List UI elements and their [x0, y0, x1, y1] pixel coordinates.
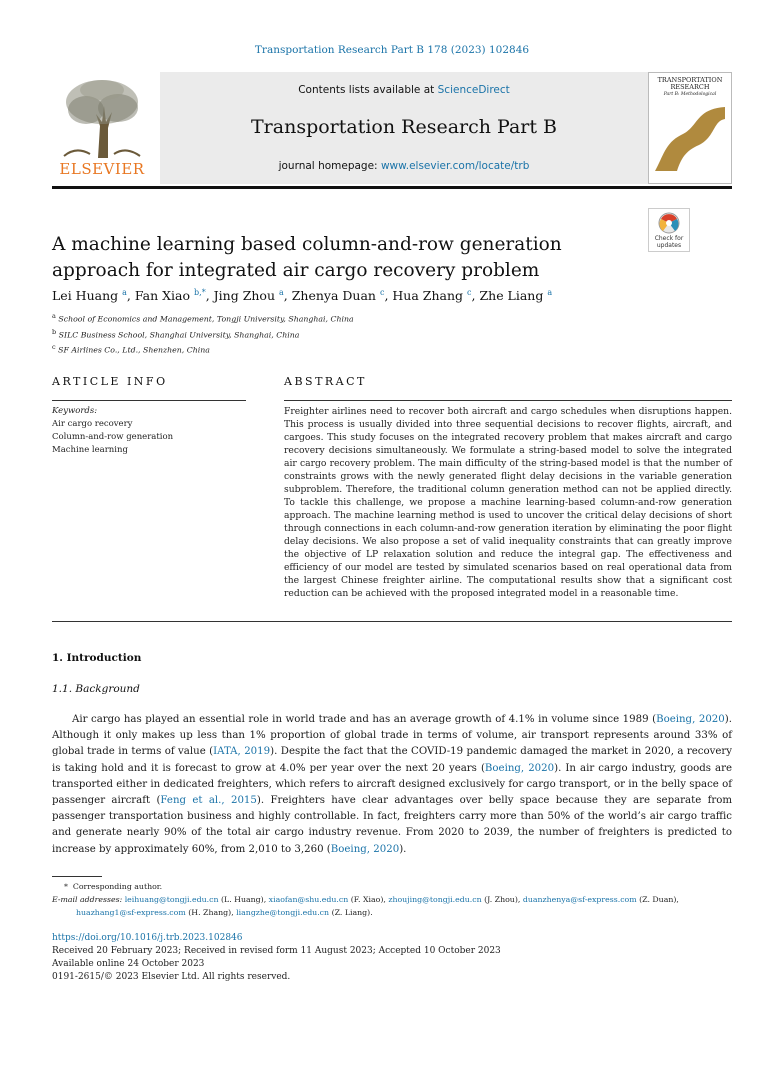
elsevier-wordmark: ELSEVIER	[59, 160, 145, 178]
paragraph-text: ). Although it only makes up less than 1% proportion of global trade in terms of volume, air transport represents around 33% of global trade in terms of value (	[52, 714, 732, 758]
sciencedirect-link[interactable]: ScienceDirect	[437, 84, 510, 96]
homepage-line	[160, 160, 648, 172]
article-info-rule	[52, 400, 246, 401]
email-link[interactable]: duanzhenya@sf-express.com	[522, 895, 637, 904]
received-dates: Received 20 February 2023; Received in revised form 11 August 2023; Accepted 10 October 2023	[52, 946, 501, 956]
affiliation-key: a	[52, 312, 56, 320]
author-affiliation-marker[interactable]: b,*	[194, 288, 206, 297]
citation-link[interactable]: Boeing, 2020	[330, 843, 400, 855]
doi-link[interactable]: https://doi.org/10.1016/j.trb.2023.102846	[52, 933, 243, 943]
journal-cover-thumbnail[interactable]	[648, 72, 732, 184]
abstract-bottom-rule	[52, 621, 732, 622]
author-affiliation-marker[interactable]: c	[467, 288, 472, 297]
author-name[interactable]: Zhe Liang	[479, 288, 544, 304]
email-link[interactable]: leihuang@tongji.edu.cn	[124, 895, 219, 904]
affiliation-item	[52, 310, 652, 326]
email-owner: (Z. Duan),	[639, 895, 679, 904]
crossmark-line1: Check for	[654, 235, 684, 242]
email-owner: (F. Xiao),	[350, 895, 386, 904]
abstract-heading: ABSTRACT	[284, 375, 367, 388]
author-name[interactable]: Jing Zhou	[213, 288, 276, 304]
corresponding-text: Corresponding author.	[72, 882, 163, 891]
paragraph-text: Air cargo has played an essential role in world trade and has an average growth of 4.1% in volume since 1989 (	[72, 714, 657, 725]
cover-road-icon	[655, 99, 725, 171]
affiliation-key: b	[52, 327, 57, 336]
author-affiliation-marker[interactable]: c	[379, 288, 385, 297]
author-name[interactable]: Fan Xiao	[134, 288, 191, 304]
header-rule	[52, 186, 732, 189]
email-owner: (L. Huang),	[221, 895, 267, 904]
author-name[interactable]: Zhenya Duan	[291, 288, 376, 304]
contents-prefix: Contents lists available at	[298, 84, 438, 96]
author-list: Lei Huang $^a$, Fan Xiao $^{b,*}$, Jing Zhou $^a$, Zhenya Duan $^c$, Hua Zhang $^c$, Zhe Liang $^a$	[52, 288, 553, 304]
abstract-text: Freighter airlines need to recover both aircraft and cargo schedules when disruptions happen. This process is usually divided into three sequential decisions to recover flights, aircraft, and cargoes. This study focuses on the integrated recovery problem that makes aircraft and cargo recovery decisions simultaneously. We formulate a string-based model to solve the integrated air cargo recovery problem. The main difficulty of the string-based model is that the number of constraints grows with the newly generated flight delay decisions in the variable generation subproblem. Therefore, the traditional column generation method can not be applied directly. To tackle this challenge, we propose a machine learning-based column-and-row generation approach. The machine learning method is used to uncover the critical delay decisions of short through connections in each column-and-row generation iteration by eliminating the poor flight delay decisions. We also propose a set of valid inequality constraints that can greatly improve the objective of LP relaxation solution and reduce the integral gap. The effectiveness and efficiency of our model are tested by simulated scenarios based on real operational data from the largest Chinese freighter airline. The computational results show that a significant cost reduction can be achieved with the proposed integrated model in a reasonable time.	[284, 406, 732, 599]
paragraph-text: ). Freighters have clear advantages over belly space because they are separate from passenger transportation business and highly controllable. In fact, freighters carry more than 50% of the world’s air cargo traffic and generate nearly 90% of the total air cargo industry revenue. From 2020 to 2039, the number of freighters is predicted to increase by approximately 60%, from 2,010 to 3,260 (	[52, 795, 732, 855]
author-name[interactable]: Lei Huang	[52, 288, 119, 304]
affiliation-key: c	[52, 343, 56, 352]
citation-link[interactable]: Boeing, 2020	[484, 762, 555, 774]
footnotes	[52, 880, 732, 919]
paragraph-text: ). In air cargo industry, goods are transported either in dedicated freighters, which refers to aircraft designed exclusively for cargo transport, or in the belly space of passenger aircraft (	[52, 762, 732, 807]
citation-link[interactable]: Boeing, 2020	[656, 714, 725, 725]
email-owner: (H. Zhang),	[188, 908, 234, 917]
email-owner: (Z. Liang).	[331, 908, 373, 917]
cover-subtitle: Part B: Methodological	[663, 92, 717, 97]
body-paragraph	[52, 712, 732, 858]
cover-title	[649, 77, 731, 98]
affiliation-item	[52, 341, 652, 357]
author-affiliation-marker[interactable]: a	[122, 288, 127, 297]
corresponding-mark: *	[64, 882, 68, 891]
homepage-prefix: journal homepage:	[278, 160, 381, 172]
email-addresses	[52, 893, 732, 919]
affiliation-text: SILC Business School, Shanghai University, Shanghai, China	[58, 330, 300, 340]
citation-link[interactable]: Feng et al., 2015	[160, 795, 257, 807]
keyword-item: Air cargo recovery	[52, 419, 133, 429]
cover-title-line1: TRANSPORTATION	[657, 76, 723, 84]
journal-title: Transportation Research Part B	[251, 116, 557, 138]
cover-title-line2: RESEARCH	[670, 83, 710, 91]
subsection-heading-background: 1.1. Background	[52, 683, 140, 695]
article-title: A machine learning based column-and-row generation approach for integrated air cargo recovery problem	[52, 234, 562, 281]
copyright: 0191-2615/© 2023 Elsevier Ltd. All rights reserved.	[52, 972, 291, 982]
paragraph-text: ).	[399, 843, 407, 855]
email-link[interactable]: xiaofan@shu.edu.cn	[268, 895, 349, 904]
check-for-updates-badge[interactable]	[648, 208, 690, 252]
affiliation-text: SF Airlines Co., Ltd., Shenzhen, China	[58, 345, 210, 355]
keywords-block	[52, 405, 173, 457]
affiliation-text: School of Economics and Management, Tongji University, Shanghai, China	[58, 314, 354, 324]
keyword-item: Column-and-row generation	[52, 432, 174, 442]
crossmark-line2: updates	[656, 242, 682, 249]
abstract-rule	[284, 400, 732, 401]
citation-link[interactable]: IATA, 2019	[213, 746, 271, 758]
contents-line	[160, 84, 648, 96]
corresponding-author-note	[52, 880, 732, 893]
article-info-heading: ARTICLE INFO	[52, 375, 168, 388]
available-online: Available online 24 October 2023	[52, 959, 205, 969]
journal-homepage-link[interactable]: www.elsevier.com/locate/trb	[380, 160, 530, 172]
footnote-rule	[52, 876, 102, 877]
email-link[interactable]: huazhang1@sf-express.com	[76, 908, 186, 917]
elsevier-tree-icon	[56, 76, 146, 160]
paragraph-text: ). Despite the fact that the COVID-19 pandemic damaged the market in 2020, a recovery is taking hold and it is forecast to grow at 4.0% per year over the next 20 years (	[52, 746, 733, 774]
affiliation-item	[52, 326, 652, 342]
email-owner: (J. Zhou),	[484, 895, 521, 904]
author-affiliation-marker[interactable]: a	[547, 288, 553, 297]
keywords-label: Keywords:	[52, 406, 98, 416]
elsevier-logo[interactable]	[52, 72, 152, 182]
email-link[interactable]: zhoujing@tongji.edu.cn	[388, 895, 482, 904]
email-link[interactable]: liangzhe@tongji.edu.cn	[236, 908, 330, 917]
author-affiliation-marker[interactable]: a	[279, 288, 284, 297]
affiliations	[52, 310, 652, 357]
email-label: E-mail addresses:	[52, 895, 123, 904]
author-name[interactable]: Hua Zhang	[392, 288, 464, 304]
masthead	[160, 72, 648, 184]
keyword-item: Machine learning	[52, 445, 128, 455]
section-heading-introduction: 1. Introduction	[52, 652, 142, 664]
journal-header	[52, 72, 732, 184]
article-metadata	[52, 932, 732, 984]
journal-citation[interactable]: Transportation Research Part B 178 (2023) 102846	[254, 44, 530, 56]
